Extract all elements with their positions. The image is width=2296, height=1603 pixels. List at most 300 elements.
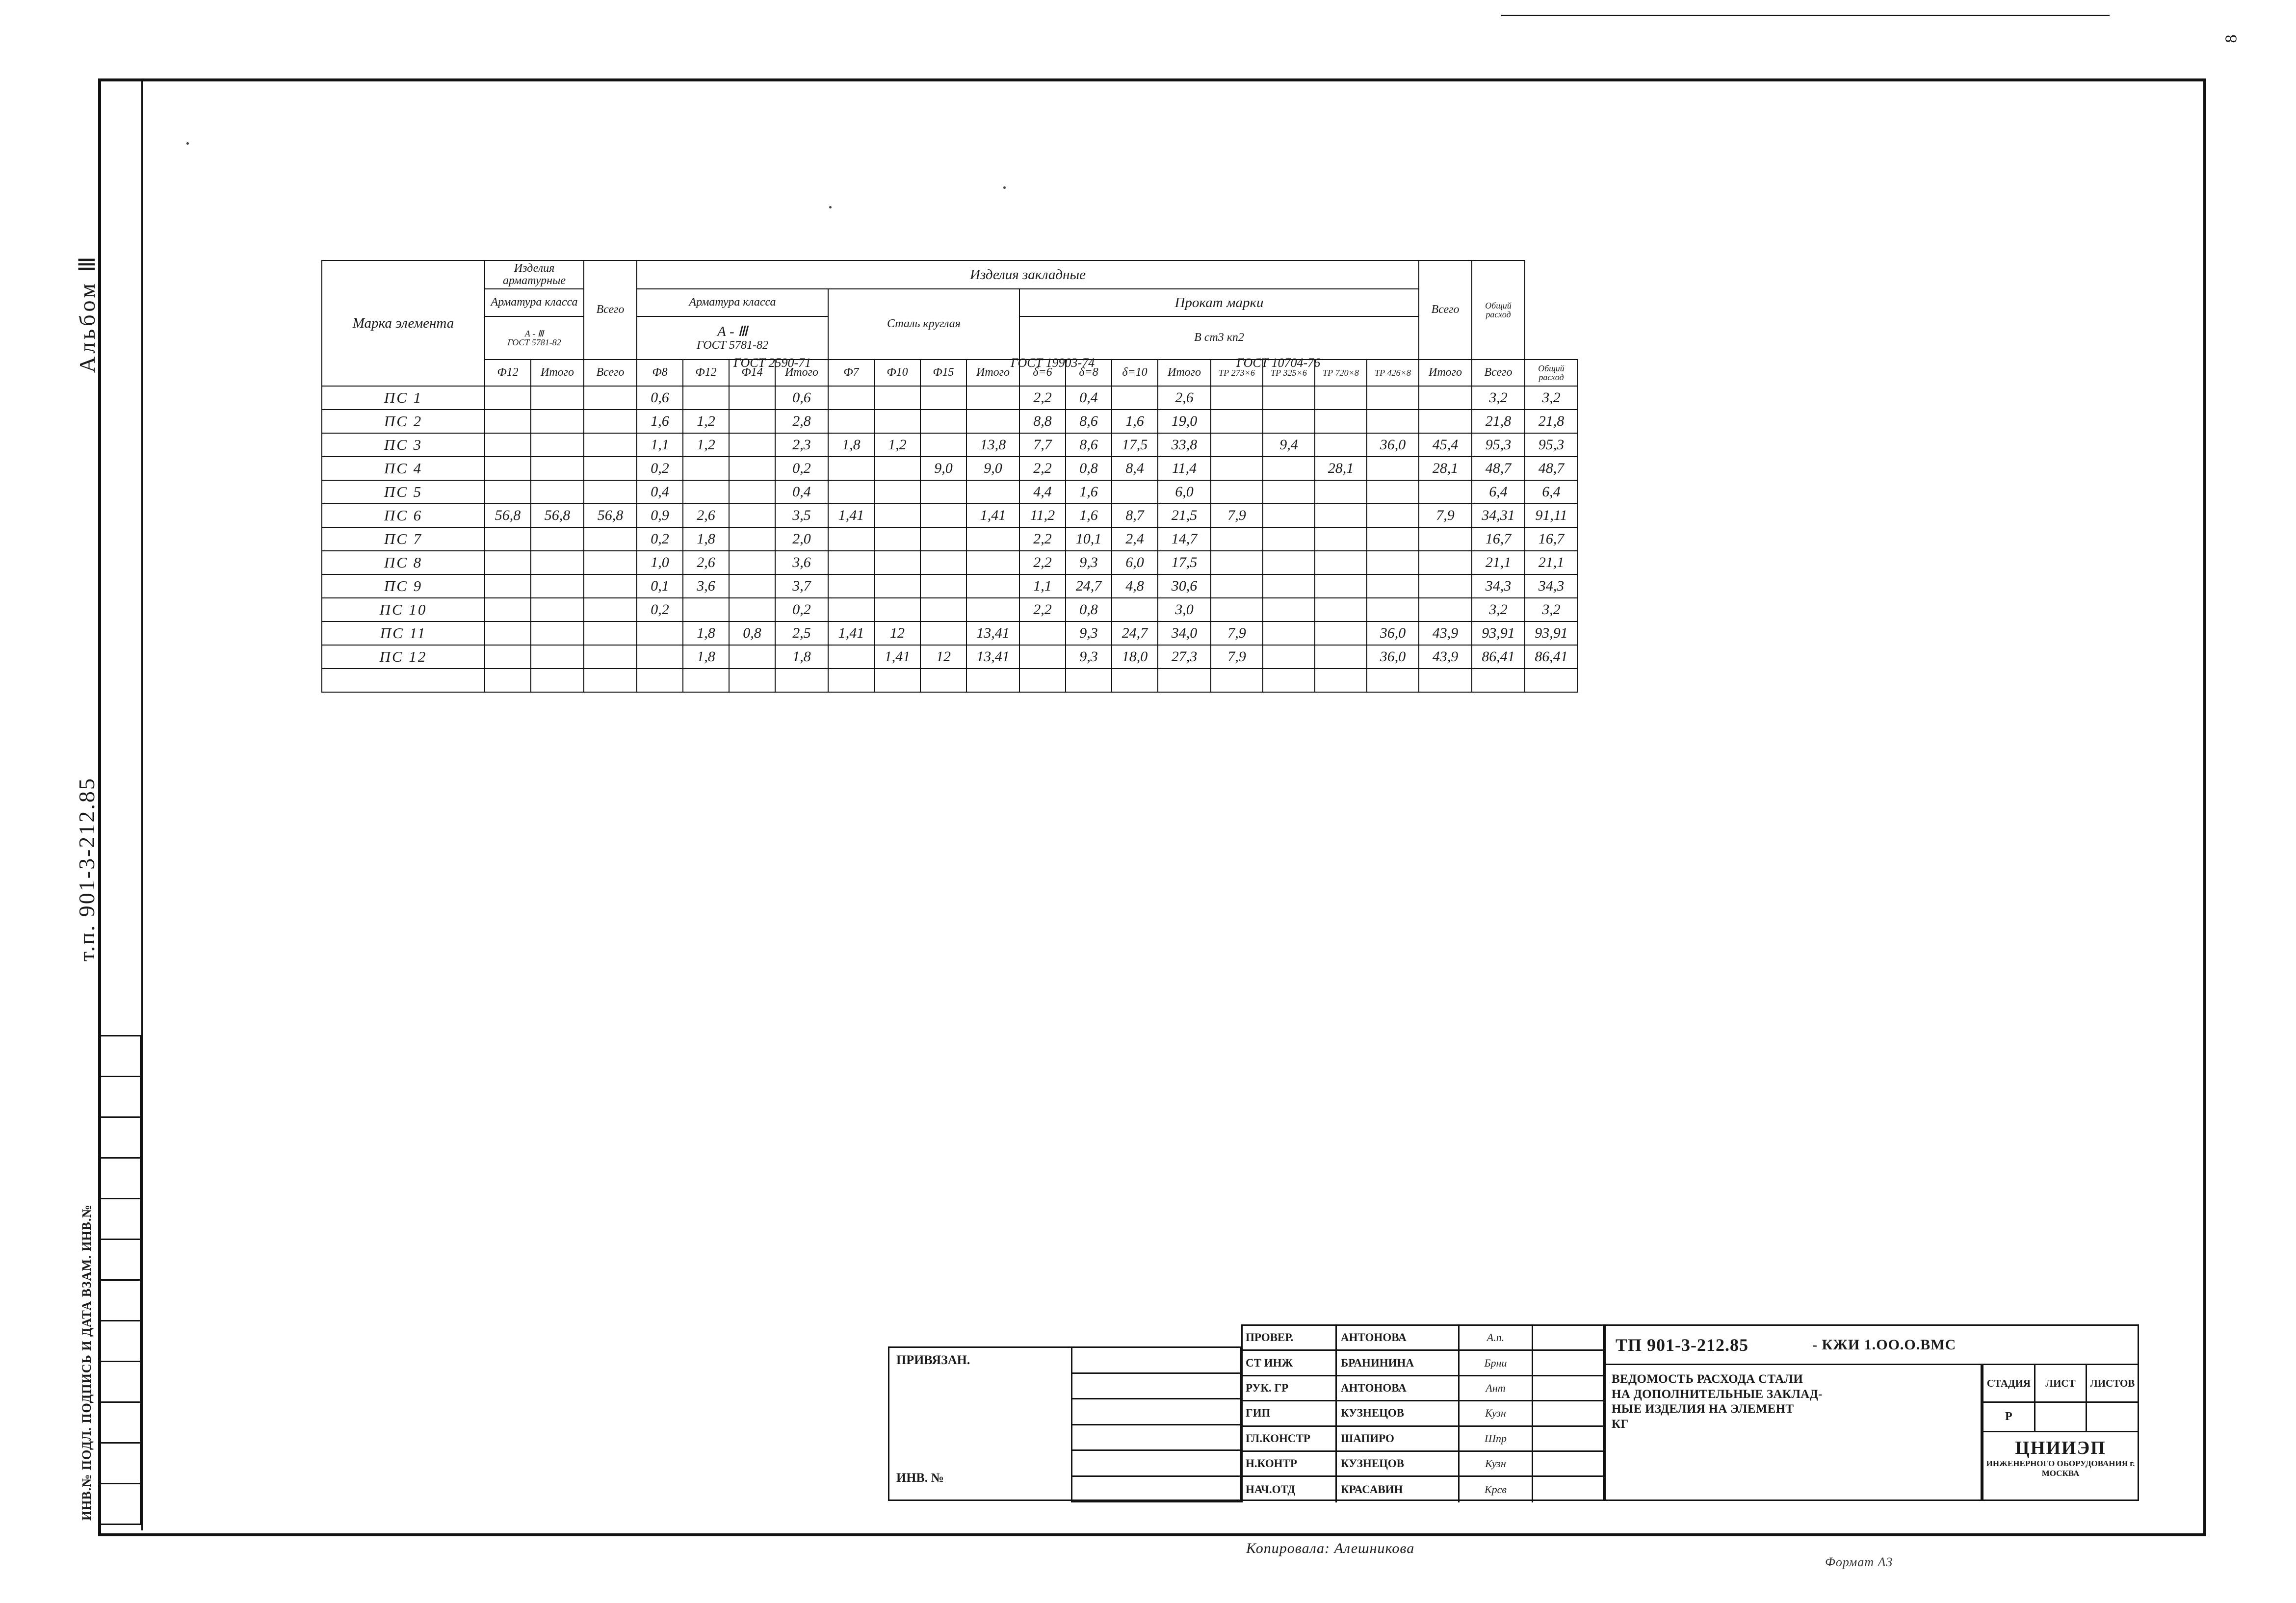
cell [1315,551,1367,574]
cell: 1,1 [637,433,683,457]
left-stamp-box [98,1118,141,1159]
th-col-itogo-reinf: Итого [531,360,584,386]
table-body [322,386,1578,692]
left-stamp-box [98,1240,141,1281]
cell [729,457,775,480]
stadia-value-row [1982,1403,2139,1432]
signature-mark: Кузн [1460,1452,1533,1475]
th-col-tube-426: ТР 426×8 [1367,360,1419,386]
cell: 13,8 [966,433,1019,457]
cell [1066,669,1112,692]
cell [920,669,966,692]
signature-name: ШАПИРО [1337,1427,1460,1450]
ink-dot [1003,186,1006,189]
cell [1367,457,1419,480]
cell [1367,598,1419,621]
cell [531,527,584,551]
cell [828,410,874,433]
row-mark: ПС 1 [322,386,485,410]
th-col-itogo-a3: Итого [775,360,828,386]
cell: 9,3 [1066,621,1112,645]
cell: 0,9 [637,504,683,527]
row-mark: ПС 7 [322,527,485,551]
cell [729,551,775,574]
description-line: НА ДОПОЛНИТЕЛЬНЫЕ ЗАКЛАД- [1612,1387,1823,1401]
cell [584,457,637,480]
cell [584,574,637,598]
left-stamp-column [69,1035,142,1530]
cell [584,598,637,621]
cell: 0,6 [637,386,683,410]
cell [828,386,874,410]
cell: 45,4 [1419,433,1472,457]
cell: 1,41 [828,621,874,645]
cell [1211,551,1263,574]
cell: 12 [874,621,920,645]
cell: 0,8 [1066,598,1112,621]
signature-mark: Брни [1460,1351,1533,1374]
cell: 0,2 [637,457,683,480]
signature-name: КУЗНЕЦОВ [1337,1452,1460,1475]
privazan-cell [1071,1477,1243,1503]
cell [1263,645,1315,669]
row-mark: ПС 6 [322,504,485,527]
signature-role: ГЛ.КОНСТР [1243,1427,1337,1450]
cell: 0,4 [775,480,828,504]
left-stamp-box [98,1444,141,1484]
cell: 36,0 [1367,621,1419,645]
cell: 2,2 [1019,551,1066,574]
cell: 24,7 [1112,621,1158,645]
cell: 1,8 [683,621,729,645]
cell: 2,4 [1112,527,1158,551]
signature-mark: Кузн [1460,1401,1533,1425]
cell [1158,669,1211,692]
left-stamp-box [98,1199,141,1240]
album-label: Альбом Ⅲ [75,253,100,373]
cell [828,551,874,574]
signature-date [1533,1376,1603,1400]
description-line: ВЕДОМОСТЬ РАСХОДА СТАЛИ [1612,1372,1803,1386]
cell: 2,2 [1019,386,1066,410]
cell: 1,2 [683,410,729,433]
signature-row [1243,1326,1603,1351]
cell [729,574,775,598]
row-mark: ПС 8 [322,551,485,574]
cell [1112,480,1158,504]
th-col-tube-273: ТР 273×6 [1211,360,1263,386]
signature-date [1533,1326,1603,1349]
stadia-label: СТАДИЯ [1983,1365,2035,1401]
signature-row [1243,1452,1603,1477]
cell [1472,669,1525,692]
cell [1419,598,1472,621]
table-row [322,598,1578,621]
cell [920,621,966,645]
cell [637,621,683,645]
th-group-reinforcement: Изделия арматурные [485,260,584,289]
cell: 4,8 [1112,574,1158,598]
cell: 30,6 [1158,574,1211,598]
row-mark: ПС 10 [322,598,485,621]
cell [531,621,584,645]
list-label: ЛИСТ [2035,1365,2087,1401]
cell [874,457,920,480]
cell [1263,551,1315,574]
cell: 21,8 [1525,410,1578,433]
cell: 1,2 [874,433,920,457]
inventory-number-label: ИНВ. № [896,1471,944,1485]
cell [531,480,584,504]
cell: 21,8 [1472,410,1525,433]
organization-block [1982,1432,2139,1501]
organization-name: ЦНИИЭП [2015,1438,2106,1458]
cell [584,645,637,669]
cell [729,480,775,504]
cell [1419,669,1472,692]
signature-row [1243,1376,1603,1401]
cell: 1,8 [775,645,828,669]
cell: 2,2 [1019,598,1066,621]
cell [1211,574,1263,598]
signature-role: НАЧ.ОТД [1243,1477,1337,1502]
privazan-block [888,1346,1241,1501]
th-total-reinforcement: Всего [584,260,637,360]
cell: 2,6 [683,504,729,527]
cell: 27,3 [1158,645,1211,669]
cell [874,410,920,433]
cell: 8,8 [1019,410,1066,433]
left-stamp-box [98,1362,141,1403]
cell: 14,7 [1158,527,1211,551]
cell [1315,527,1367,551]
cell [1367,574,1419,598]
cell: 91,11 [1525,504,1578,527]
cell [485,621,531,645]
table-row [322,433,1578,457]
gost-19903-label: ГОСТ 19903-74 [1011,356,1095,370]
cell [920,598,966,621]
ink-dot [186,142,189,145]
cell: 1,6 [1066,480,1112,504]
left-stamp-box [98,1281,141,1321]
cell [1211,386,1263,410]
cell [874,551,920,574]
ink-dot [829,206,832,208]
signature-role: Н.КОНТР [1243,1452,1337,1475]
cell: 1,8 [683,527,729,551]
cell [920,574,966,598]
cell: 16,7 [1472,527,1525,551]
signature-mark: Ант [1460,1376,1533,1400]
cell [485,574,531,598]
cell [1211,457,1263,480]
signature-name: АНТОНОВА [1337,1376,1460,1400]
cell [775,669,828,692]
cell: 2,3 [775,433,828,457]
cell: 10,1 [1066,527,1112,551]
signature-date [1533,1452,1603,1475]
cell [1315,645,1367,669]
cell: 43,9 [1419,621,1472,645]
cell [1263,574,1315,598]
cell: 1,8 [828,433,874,457]
cell: 86,41 [1472,645,1525,669]
cell [729,433,775,457]
cell: 0,2 [775,598,828,621]
cell [1367,410,1419,433]
signature-mark: Крсв [1460,1477,1533,1502]
cell: 6,4 [1472,480,1525,504]
privazan-cell [1071,1451,1243,1477]
top-tick-line [1501,15,2110,16]
th-embed-reinf-class: Арматура класса [637,289,828,316]
cell [1367,504,1419,527]
th-class-a3: А - Ⅲ [717,324,748,340]
cell [637,645,683,669]
cell [828,669,874,692]
stadia-header-row [1982,1364,2139,1403]
cell [729,410,775,433]
cell [531,598,584,621]
cell [1315,386,1367,410]
cell: 17,5 [1112,433,1158,457]
cell [966,669,1019,692]
cell [1019,621,1066,645]
cell [1367,669,1419,692]
cell [485,527,531,551]
table-row [322,480,1578,504]
cell: 43,9 [1419,645,1472,669]
cell [584,480,637,504]
cell [1419,410,1472,433]
signature-name: БРАНИНИНА [1337,1351,1460,1374]
cell [1019,645,1066,669]
cell: 0,8 [729,621,775,645]
cell [1263,410,1315,433]
cell: 56,8 [485,504,531,527]
th-col-d12: Ф12 [683,360,729,386]
corner-mark: 8 [2222,34,2241,43]
cell: 34,0 [1158,621,1211,645]
cell: 16,7 [1525,527,1578,551]
cell: 2,2 [1019,457,1066,480]
cell: 3,6 [683,574,729,598]
cell [531,386,584,410]
table-row [322,574,1578,598]
cell [1315,669,1367,692]
cell: 19,0 [1158,410,1211,433]
organization-subtitle: ИНЖЕНЕРНОГО ОБОРУДОВАНИЯ г. МОСКВА [1986,1459,2135,1478]
cell: 48,7 [1525,457,1578,480]
cell [485,598,531,621]
cell [683,480,729,504]
th-col-d8: Ф8 [637,360,683,386]
th-col-d15: Ф15 [920,360,966,386]
signature-date [1533,1427,1603,1450]
cell [828,598,874,621]
cell [584,433,637,457]
cell: 21,1 [1472,551,1525,574]
left-stamp-box [98,1403,141,1444]
signature-row [1243,1427,1603,1452]
cell [1211,433,1263,457]
cell [531,669,584,692]
left-stamp-label: ИНВ.№ ПОДЛ. ПОДПИСЬ И ДАТА ВЗАМ. ИНВ.№ [79,1204,94,1521]
cell: 12 [920,645,966,669]
th-col-t6: δ=6 [1019,360,1066,386]
stadia-value: Р [1983,1403,2035,1431]
cell: 3,7 [775,574,828,598]
cell [729,645,775,669]
cell [1112,669,1158,692]
cell [1112,598,1158,621]
cell: 7,7 [1019,433,1066,457]
cell [966,598,1019,621]
cell [920,527,966,551]
cell [920,386,966,410]
cell [729,669,775,692]
cell [531,551,584,574]
cell: 0,6 [775,386,828,410]
description-line: НЫЕ ИЗДЕЛИЯ НА ЭЛЕМЕНТ [1612,1402,1794,1416]
cell: 3,0 [1158,598,1211,621]
cell [531,410,584,433]
th-col-vsego-embed: Всего [1472,360,1525,386]
cell [584,669,637,692]
cell: 3,6 [775,551,828,574]
th-group-embedded: Изделия закладные [637,260,1419,289]
cell: 3,2 [1472,386,1525,410]
cell [828,645,874,669]
left-stamp-box [98,1321,141,1362]
signature-date [1533,1351,1603,1374]
cell: 0,4 [1066,386,1112,410]
cell [1263,669,1315,692]
cell: 7,9 [1419,504,1472,527]
cell: 1,6 [637,410,683,433]
cell: 28,1 [1315,457,1367,480]
list-value [2035,1403,2087,1431]
cell: 1,6 [1112,410,1158,433]
th-total-embedded: Всего [1419,260,1472,360]
cell [531,645,584,669]
th-steel-grade: В ст3 кп2 [1019,316,1419,360]
cell [828,527,874,551]
cell [729,527,775,551]
cell [1263,457,1315,480]
cell: 1,2 [683,433,729,457]
cell [1419,386,1472,410]
signature-date [1533,1477,1603,1502]
cell: 95,3 [1472,433,1525,457]
th-col-t10: δ=10 [1112,360,1158,386]
cell: 6,4 [1525,480,1578,504]
table-row [322,621,1578,645]
th-col-overall: Общий расход [1525,360,1578,386]
cell [1211,598,1263,621]
format-note: Формат А3 [1825,1555,1893,1569]
cell [1211,410,1263,433]
cell [729,386,775,410]
cell: 4,4 [1019,480,1066,504]
cell: 3,2 [1525,386,1578,410]
th-col-vsego-reinf: Всего [584,360,637,386]
privazan-label: ПРИВЯЗАН. [896,1353,970,1367]
cell [1211,669,1263,692]
row-mark: ПС 5 [322,480,485,504]
cell [485,480,531,504]
cell: 34,3 [1472,574,1525,598]
signature-role: ПРОВЕР. [1243,1326,1337,1349]
cell [1367,386,1419,410]
signature-row [1243,1477,1603,1502]
cell: 21,1 [1525,551,1578,574]
cell: 7,9 [1211,621,1263,645]
cell [874,669,920,692]
th-col-tube-720: ТР 720×8 [1315,360,1367,386]
cell [531,457,584,480]
row-mark: ПС 3 [322,433,485,457]
th-gost-5781-top [485,316,584,360]
cell: 0,2 [775,457,828,480]
cell: 56,8 [531,504,584,527]
cell [1211,480,1263,504]
th-col-itogo-tubes: Итого [1419,360,1472,386]
th-reinf-class: Арматура класса [485,289,584,316]
table-row [322,551,1578,574]
cell [683,669,729,692]
privazan-cell [1071,1374,1243,1400]
cell [485,551,531,574]
cell: 9,4 [1263,433,1315,457]
row-mark: ПС 11 [322,621,485,645]
cell [966,527,1019,551]
cell [1315,504,1367,527]
tp-code-vertical: т.п. 901-3-212.85 [74,777,99,961]
th-col-tube-325: ТР 325×6 [1263,360,1315,386]
cell: 1,41 [966,504,1019,527]
cell: 2,5 [775,621,828,645]
cell: 1,8 [683,645,729,669]
signature-row [1243,1401,1603,1426]
cell [1419,574,1472,598]
cell [1112,386,1158,410]
cell [920,480,966,504]
cell [1263,527,1315,551]
cell: 1,41 [874,645,920,669]
cell [531,433,584,457]
cell: 0,1 [637,574,683,598]
signature-name: КРАСАВИН [1337,1477,1460,1502]
cell [683,386,729,410]
th-rolled-mark: Прокат марки [1019,289,1419,316]
cell: 2,2 [1019,527,1066,551]
th-col-d10: Ф10 [874,360,920,386]
sheets-label: ЛИСТОВ [2090,1377,2135,1389]
cell: 36,0 [1367,645,1419,669]
document-code-bar [1604,1324,2139,1364]
table-row [322,527,1578,551]
cell: 8,7 [1112,504,1158,527]
cell: 9,3 [1066,645,1112,669]
cell: 0,2 [637,598,683,621]
row-mark [322,669,485,692]
cell [1525,669,1578,692]
signature-mark: Шпр [1460,1427,1533,1450]
cell: 48,7 [1472,457,1525,480]
steel-consumption-table [321,260,1578,693]
